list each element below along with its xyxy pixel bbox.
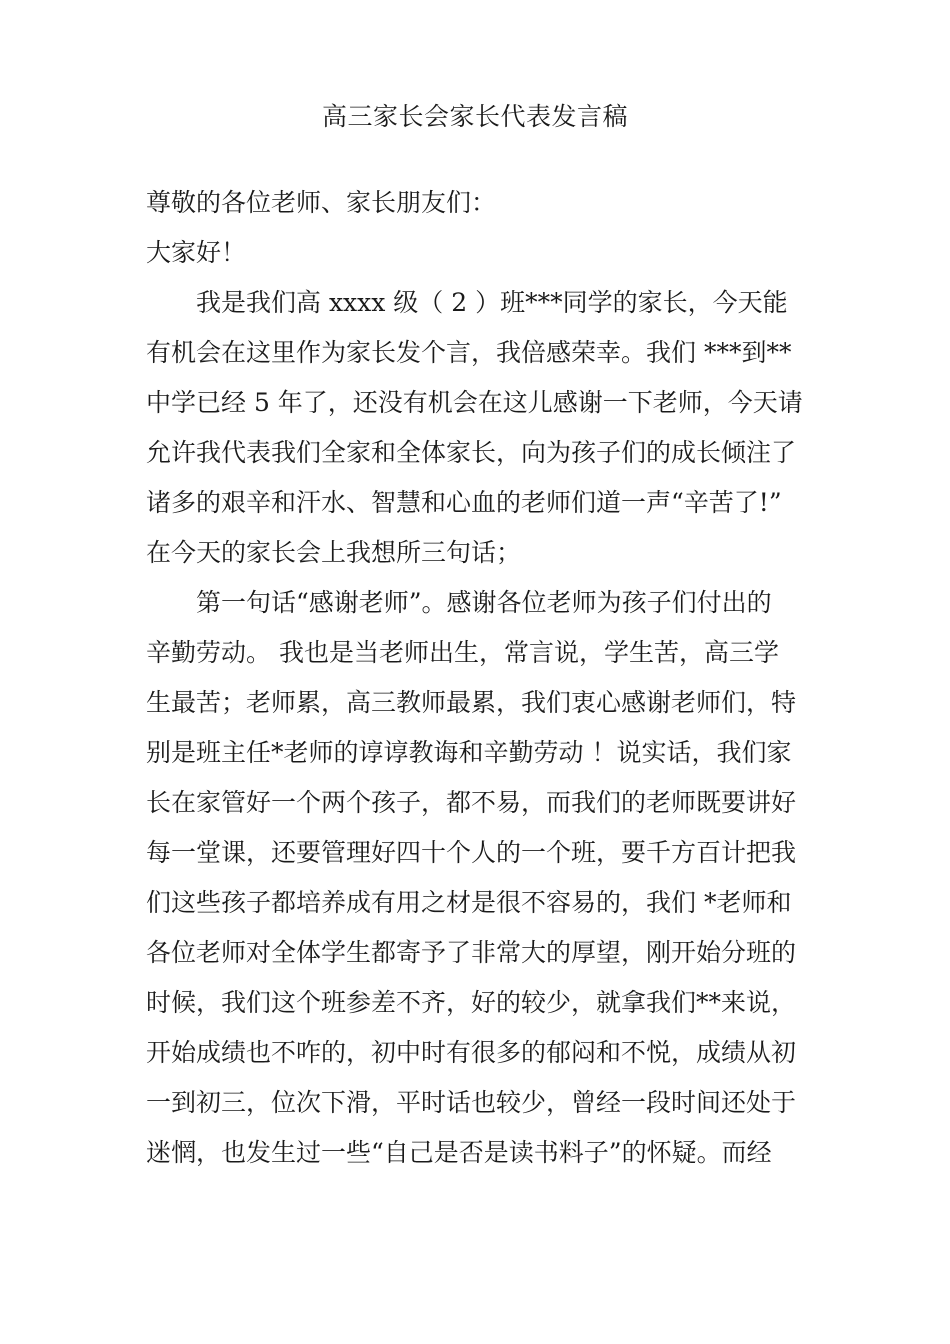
text-line: 中学已经 5 年了，还没有机会在这儿感谢一下老师，今天请 bbox=[146, 388, 803, 417]
document-body bbox=[146, 178, 816, 1178]
text-line: 大家好！ bbox=[146, 238, 247, 267]
text-line: 第一句话“感谢老师”。感谢各位老师为孩子们付出的 bbox=[196, 588, 772, 617]
text-line: 有机会在这里作为家长发个言，我倍感荣幸。我们 ***到** bbox=[146, 338, 792, 367]
document-title: 高三家长会家长代表发言稿 bbox=[321, 102, 628, 131]
text-line: 迷惘，也发生过一些“自己是否是读书料子”的怀疑。而经 bbox=[146, 1138, 772, 1167]
text-line: 我是我们高 xxxx 级（ 2 ）班***同学的家长，今天能 bbox=[196, 288, 788, 317]
text-line: 辛勤劳动。 我也是当老师出生，常言说，学生苦，高三学 bbox=[146, 638, 779, 667]
text-line: 开始成绩也不咋的，初中时有很多的郁闷和不悦，成绩从初 bbox=[146, 1038, 797, 1067]
text-line: 别是班主任*老师的谆谆教诲和辛勤劳动 ！说实话，我们家 bbox=[146, 738, 792, 767]
text-line: 时候，我们这个班参差不齐，好的较少，就拿我们**来说， bbox=[146, 988, 797, 1017]
text-line: 一到初三，位次下滑，平时话也较少，曾经一段时间还处于 bbox=[146, 1088, 797, 1117]
text-line: 在今天的家长会上我想所三句话； bbox=[146, 538, 522, 567]
text-line: 每一堂课，还要管理好四十个人的一个班，要千方百计把我 bbox=[146, 838, 797, 867]
text-line: 诸多的艰辛和汗水、智慧和心血的老师们道一声“辛苦了!” bbox=[146, 488, 782, 517]
text-line: 尊敬的各位老师、家长朋友们： bbox=[146, 188, 497, 217]
text-line: 们这些孩子都培养成有用之材是很不容易的，我们 *老师和 bbox=[146, 888, 792, 917]
text-line: 各位老师对全体学生都寄予了非常大的厚望，刚开始分班的 bbox=[146, 938, 797, 967]
text-line: 允许我代表我们全家和全体家长，向为孩子们的成长倾注了 bbox=[146, 438, 797, 467]
text-line: 长在家管好一个两个孩子，都不易，而我们的老师既要讲好 bbox=[146, 788, 797, 817]
text-line: 生最苦；老师累，高三教师最累，我们衷心感谢老师们，特 bbox=[146, 688, 797, 717]
